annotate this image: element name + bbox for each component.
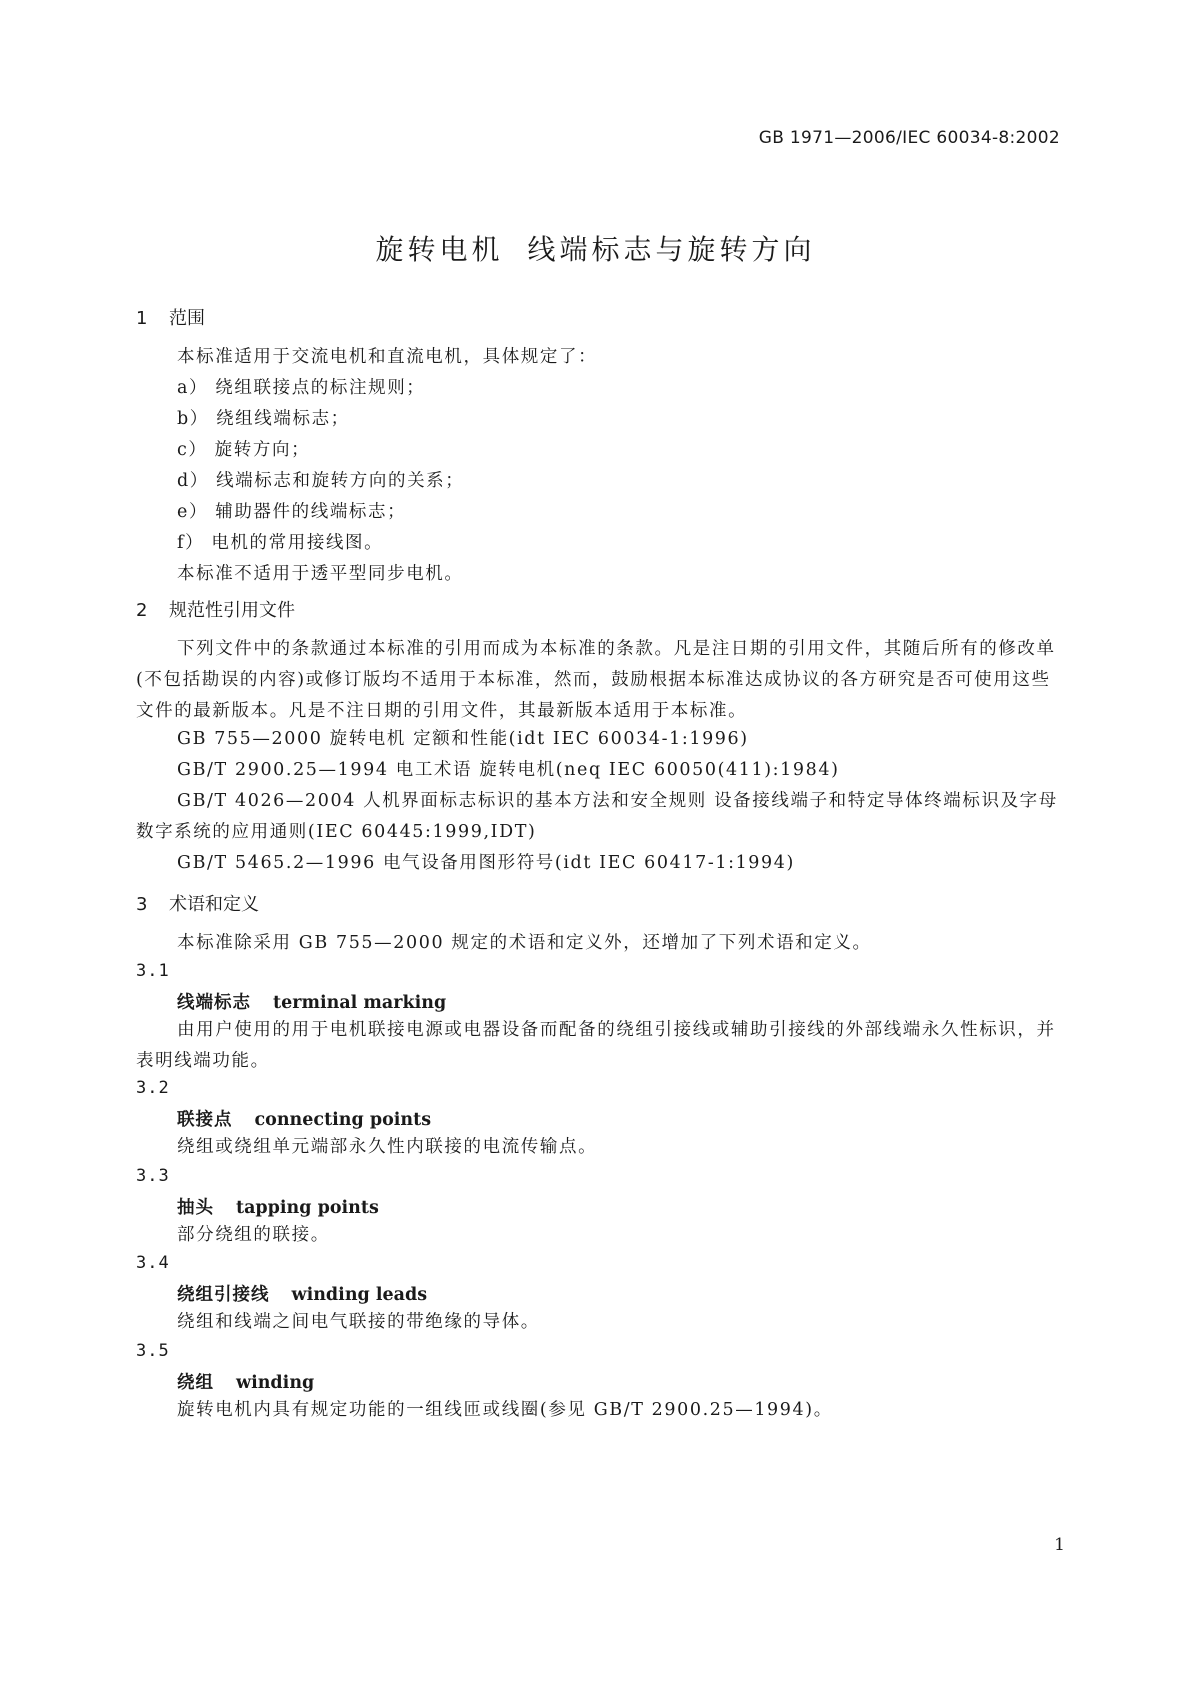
term-cn: 绕组 bbox=[177, 1373, 214, 1393]
section-3-heading bbox=[136, 890, 259, 916]
section-1-body bbox=[177, 342, 597, 590]
term-definition: 绕组和线端之间电气联接的带绝缘的导体。 bbox=[177, 1312, 540, 1332]
document-title bbox=[0, 228, 1191, 268]
term-definition: 绕组或绕组单元端部永久性内联接的电流传输点。 bbox=[177, 1137, 598, 1157]
term-definition: 由用户使用的用于电机联接电源或电器设备而配备的绕组引接线或辅助引接线的外部线端永久性标识，并表明线端功能。 bbox=[136, 1020, 1056, 1071]
term-number: 3.4 bbox=[136, 1253, 170, 1273]
section-title: 规范性引用文件 bbox=[169, 600, 295, 621]
scope-item: f） 电机的常用接线图。 bbox=[177, 533, 384, 553]
term-cn: 抽头 bbox=[177, 1198, 214, 1218]
title-part-1: 旋转电机 bbox=[375, 233, 504, 266]
section-number: 3 bbox=[136, 894, 148, 915]
scope-item: a） 绕组联接点的标注规则； bbox=[177, 378, 426, 398]
scope-item: b） 绕组线端标志； bbox=[177, 409, 350, 429]
reference-item: GB/T 2900.25—1994 电工术语 旋转电机(neq IEC 60050(411):1984) bbox=[177, 760, 840, 780]
term-cn: 绕组引接线 bbox=[177, 1285, 270, 1305]
term-heading bbox=[177, 1106, 431, 1131]
term-definition: 部分绕组的联接。 bbox=[177, 1225, 330, 1245]
section-number: 2 bbox=[136, 600, 148, 621]
normative-refs-paragraph: 下列文件中的条款通过本标准的引用而成为本标准的条款。凡是注日期的引用文件，其随后所有的修改单(不包括勘误的内容)或修订版均不适用于本标准，然而，鼓励根据本标准达成协议的各方研究是否可使用这些文件的最新版本。凡是不注日期的引用文件，其最新版本适用于本标准。 bbox=[136, 639, 1056, 721]
term-heading bbox=[177, 1194, 379, 1219]
term-definition: 旋转电机内具有规定功能的一组线匝或线圈(参见 GB/T 2900.25—1994)。 bbox=[177, 1400, 833, 1420]
term-heading bbox=[177, 1369, 314, 1394]
term-heading bbox=[177, 989, 446, 1014]
term-en: tapping points bbox=[236, 1198, 379, 1218]
page-number: 1 bbox=[1054, 1535, 1065, 1555]
term-cn: 联接点 bbox=[177, 1110, 233, 1130]
reference-item: GB 755—2000 旋转电机 定额和性能(idt IEC 60034-1:1996) bbox=[177, 729, 749, 749]
term-en: connecting points bbox=[254, 1110, 432, 1130]
scope-item: e） 辅助器件的线端标志； bbox=[177, 502, 407, 522]
standard-code-header: GB 1971—2006/IEC 60034-8:2002 bbox=[758, 128, 1060, 148]
scope-exclusion: 本标准不适用于透平型同步电机。 bbox=[177, 564, 464, 584]
section-title: 术语和定义 bbox=[169, 894, 259, 915]
term-en: winding bbox=[236, 1373, 315, 1393]
term-en: winding leads bbox=[291, 1285, 428, 1305]
term-heading bbox=[177, 1281, 427, 1306]
section-title: 范围 bbox=[169, 308, 205, 329]
term-number: 3.2 bbox=[136, 1078, 170, 1098]
section-number: 1 bbox=[136, 308, 148, 329]
reference-item: GB/T 4026—2004 人机界面标志标识的基本方法和安全规则 设备接线端子和特定导体终端标识及字母数字系统的应用通则(IEC 60445:1999,IDT) bbox=[136, 791, 1058, 842]
section-2-heading bbox=[136, 596, 295, 622]
title-part-2: 线端标志与旋转方向 bbox=[527, 233, 816, 266]
scope-intro: 本标准适用于交流电机和直流电机，具体规定了： bbox=[177, 347, 598, 367]
term-number: 3.3 bbox=[136, 1166, 170, 1186]
reference-list bbox=[136, 724, 1061, 879]
terms-intro: 本标准除采用 GB 755—2000 规定的术语和定义外，还增加了下列术语和定义。 bbox=[177, 933, 872, 953]
scope-item: d） 线端标志和旋转方向的关系； bbox=[177, 471, 465, 491]
section-1-heading bbox=[136, 304, 205, 330]
term-number: 3.1 bbox=[136, 961, 170, 981]
reference-item: GB/T 5465.2—1996 电气设备用图形符号(idt IEC 60417-1:1994) bbox=[177, 853, 795, 873]
term-cn: 线端标志 bbox=[177, 993, 251, 1013]
scope-item: c） 旋转方向； bbox=[177, 440, 311, 460]
term-en: terminal marking bbox=[273, 993, 447, 1013]
term-number: 3.5 bbox=[136, 1341, 170, 1361]
